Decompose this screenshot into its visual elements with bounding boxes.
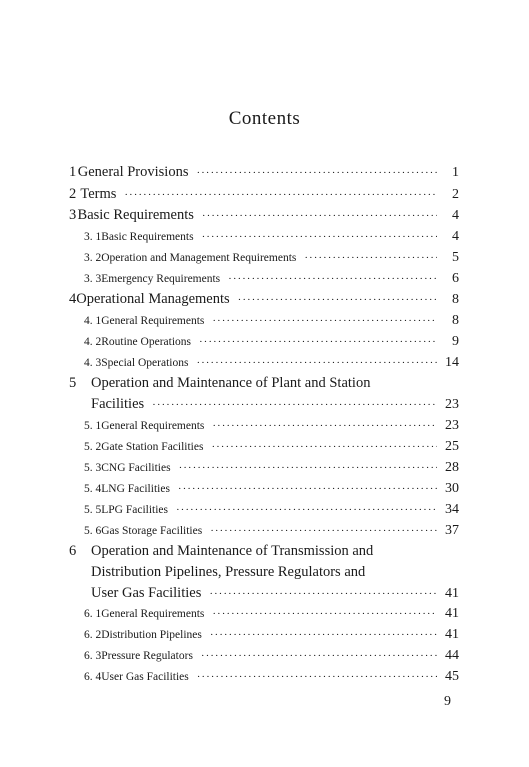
- entry-number: 1: [69, 164, 77, 180]
- entry-title-continued: Distribution Pipelines, Pressure Regulators and: [91, 564, 366, 580]
- dot-leader: [202, 211, 437, 222]
- entry-number: 4. 1: [84, 315, 102, 327]
- page-number: 9: [444, 694, 451, 709]
- entry-title: Special Operations: [101, 357, 189, 369]
- dot-leader: [178, 484, 437, 495]
- entry-number: 6. 1: [84, 608, 102, 620]
- toc-entry-2: [69, 186, 459, 203]
- entry-page: 6: [452, 271, 459, 286]
- dot-leader: [212, 316, 437, 327]
- entry-title: Basic Requirements: [101, 231, 194, 243]
- entry-page: 37: [445, 523, 459, 538]
- entry-page: 45: [445, 669, 459, 684]
- entry-title: Pressure Regulators: [101, 650, 193, 662]
- toc-entry-5-5: [84, 502, 459, 518]
- dot-leader: [212, 609, 437, 620]
- entry-number: 6. 2: [84, 629, 102, 641]
- dot-leader: [152, 400, 437, 411]
- entry-title: LPG Facilities: [101, 504, 169, 516]
- entry-title: LNG Facilities: [101, 483, 170, 495]
- entry-title: General Provisions: [77, 164, 189, 180]
- toc-entry-6-1: [84, 606, 459, 622]
- entry-number: 5. 3: [84, 462, 102, 474]
- toc-entry-5: [91, 396, 459, 413]
- toc-entry-5-2: [84, 439, 459, 455]
- toc-entry-4: [69, 291, 459, 308]
- entry-number: 5. 1: [84, 420, 102, 432]
- dot-leader: [199, 337, 437, 348]
- entry-number: 3. 1: [84, 231, 102, 243]
- entry-number: 6. 4: [84, 671, 102, 683]
- entry-number: 3. 3: [84, 273, 102, 285]
- entry-title: General Requirements: [101, 420, 205, 432]
- entry-page: 4: [452, 208, 459, 223]
- entry-page: 14: [445, 355, 459, 370]
- entry-number: 2: [69, 186, 77, 202]
- entry-number: 4. 2: [84, 336, 102, 348]
- entry-number: 5. 6: [84, 525, 102, 537]
- entry-page: 25: [445, 439, 459, 454]
- entry-title: Operation and Management Requirements: [101, 252, 297, 264]
- dot-leader: [202, 232, 437, 243]
- entry-page: 28: [445, 460, 459, 475]
- toc-entry-6-4: [84, 669, 459, 685]
- entry-page: 9: [452, 334, 459, 349]
- entry-title: General Requirements: [101, 315, 205, 327]
- entry-page: 41: [445, 627, 459, 642]
- dot-leader: [210, 526, 437, 537]
- entry-title: Gas Storage Facilities: [101, 525, 203, 537]
- entry-number: 5. 2: [84, 441, 102, 453]
- entry-page: 41: [445, 606, 459, 621]
- entry-number: 4: [69, 291, 77, 307]
- entry-title-continued: User Gas Facilities: [91, 585, 202, 601]
- entry-title: Distribution Pipelines: [101, 629, 202, 641]
- entry-number: 3: [69, 207, 77, 223]
- toc-entry-5-3: [84, 460, 459, 476]
- toc-entry-5-4: [84, 481, 459, 497]
- entry-title: Operational Managements: [76, 291, 230, 307]
- toc-entry-5-1: [84, 418, 459, 434]
- entry-page: 8: [452, 313, 459, 328]
- toc-entry-3-2: [84, 250, 459, 266]
- entry-page: 5: [452, 250, 459, 265]
- dot-leader: [238, 295, 437, 306]
- entry-page: 34: [445, 502, 459, 517]
- entry-number: 4. 3: [84, 357, 102, 369]
- toc-entry-5-line1: [69, 375, 370, 392]
- entry-title: Terms: [80, 186, 117, 202]
- dot-leader: [304, 253, 437, 264]
- entry-title: Emergency Requirements: [101, 273, 221, 285]
- entry-page: 30: [445, 481, 459, 496]
- entry-title: Gate Station Facilities: [101, 441, 204, 453]
- dot-leader: [124, 190, 437, 201]
- dot-leader: [210, 630, 437, 641]
- entry-title-continued: Facilities: [91, 396, 145, 412]
- dot-leader: [201, 651, 437, 662]
- entry-page: 4: [452, 229, 459, 244]
- entry-page: 23: [445, 397, 459, 412]
- toc-entry-4-1: [84, 313, 459, 329]
- toc-entry-6-2: [84, 627, 459, 643]
- entry-number: 6: [69, 543, 77, 559]
- entry-page: 2: [452, 187, 459, 202]
- entry-title: General Requirements: [101, 608, 205, 620]
- entry-title: Operation and Maintenance of Plant and Station: [91, 375, 371, 391]
- entry-title: Basic Requirements: [77, 207, 194, 223]
- toc-entry-6-line2: [91, 564, 365, 581]
- toc-entry-5-6: [84, 523, 459, 539]
- dot-leader: [209, 589, 437, 600]
- dot-leader: [212, 421, 437, 432]
- entry-page: 41: [445, 586, 459, 601]
- dot-leader: [196, 168, 437, 179]
- entry-title: Operation and Maintenance of Transmission and: [91, 543, 374, 559]
- entry-page: 44: [445, 648, 459, 663]
- dot-leader: [197, 672, 437, 683]
- dot-leader: [211, 442, 437, 453]
- toc-title: Contents: [228, 108, 301, 129]
- toc-entry-6-line1: [69, 543, 373, 560]
- entry-title: User Gas Facilities: [101, 671, 189, 683]
- toc-entry-4-3: [84, 355, 459, 371]
- toc-entry-6: [91, 585, 459, 602]
- entry-page: 8: [452, 292, 459, 307]
- entry-number: 5. 4: [84, 483, 102, 495]
- toc-entry-3-1: [84, 229, 459, 245]
- entry-title: CNG Facilities: [101, 462, 171, 474]
- toc-entry-3-3: [84, 271, 459, 287]
- entry-page: 23: [445, 418, 459, 433]
- dot-leader: [176, 505, 437, 516]
- entry-number: 3. 2: [84, 252, 102, 264]
- entry-number: 5: [69, 375, 77, 391]
- dot-leader: [196, 358, 437, 369]
- toc-entry-3: [69, 207, 459, 224]
- entry-number: 5. 5: [84, 504, 102, 516]
- toc-entry-1: [69, 164, 459, 181]
- toc-entry-4-2: [84, 334, 459, 350]
- dot-leader: [228, 274, 437, 285]
- entry-page: 1: [452, 165, 459, 180]
- entry-number: 6. 3: [84, 650, 102, 662]
- dot-leader: [179, 463, 437, 474]
- toc-entry-6-3: [84, 648, 459, 664]
- entry-title: Routine Operations: [101, 336, 191, 348]
